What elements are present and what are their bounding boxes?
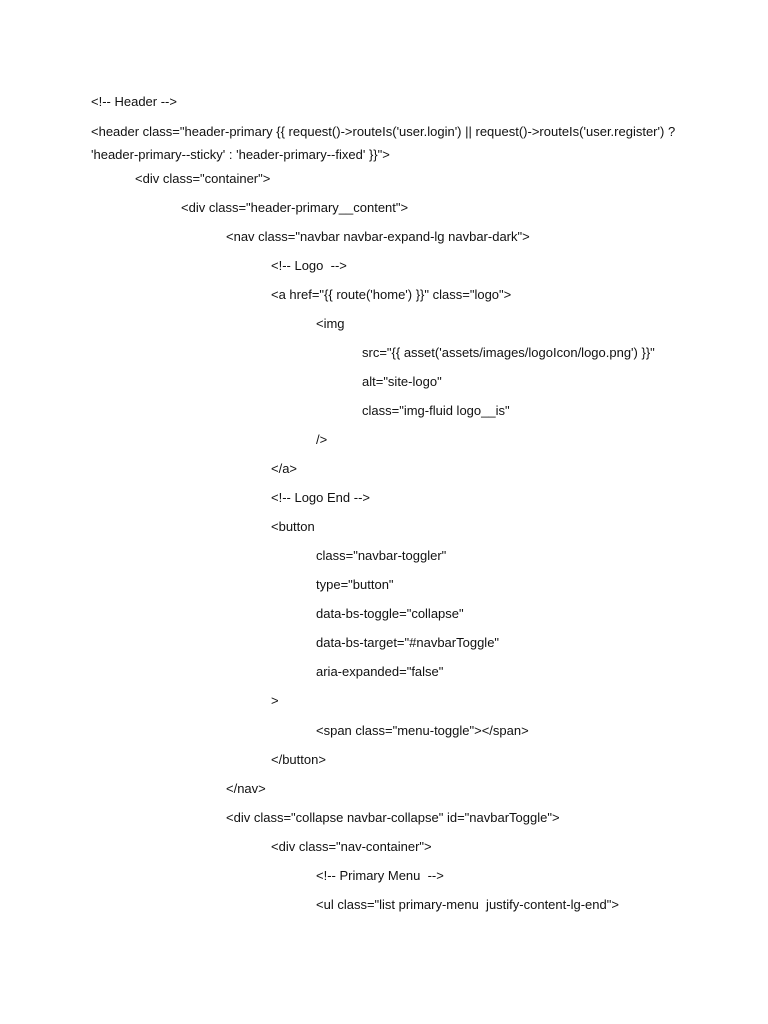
text-line: <img: [316, 316, 345, 331]
text-line: <!-- Logo -->: [271, 258, 347, 273]
text-line: aria-expanded="false": [316, 664, 444, 679]
text-line: </a>: [271, 461, 298, 476]
text-line: data-bs-toggle="collapse": [316, 606, 464, 621]
text-line: 'header-primary--sticky' : 'header-primary--fixed' }}">: [91, 147, 390, 162]
text-line: <nav class="navbar navbar-expand-lg navbar-dark">: [226, 229, 530, 244]
text-line: <a href="{{ route('home') }}" class="logo">: [271, 287, 512, 302]
text-line: class="img-fluid logo__is": [362, 403, 510, 418]
text-line: </nav>: [226, 781, 266, 796]
text-line: <!-- Logo End -->: [271, 490, 370, 505]
text-line: data-bs-target="#navbarToggle": [316, 635, 500, 650]
text-line: class="navbar-toggler": [316, 548, 447, 563]
text-line: alt="site-logo": [362, 374, 442, 389]
text-line: <!-- Header -->: [91, 94, 177, 109]
text-line: <header class="header-primary {{ request()->routeIs('user.login') || request()->routeIs('user.register') ?: [91, 124, 676, 139]
text-line: <div class="nav-container">: [271, 839, 432, 854]
text-line: type="button": [316, 577, 394, 592]
text-line: />: [316, 432, 328, 447]
text-line: </button>: [271, 752, 326, 767]
text-line: src="{{ asset('assets/images/logoIcon/logo.png') }}": [362, 345, 655, 360]
text-paragraph: [91, 120, 691, 166]
text-line: <ul class="list primary-menu justify-content-lg-end">: [316, 897, 619, 912]
text-line: <div class="collapse navbar-collapse" id="navbarToggle">: [226, 810, 560, 825]
text-line: <span class="menu-toggle"></span>: [316, 723, 529, 738]
text-line: <div class="container">: [135, 171, 271, 186]
text-line: <div class="header-primary__content">: [181, 200, 409, 215]
text-line: <!-- Primary Menu -->: [316, 868, 444, 883]
text-line: >: [271, 693, 279, 708]
text-line: <button: [271, 519, 315, 534]
